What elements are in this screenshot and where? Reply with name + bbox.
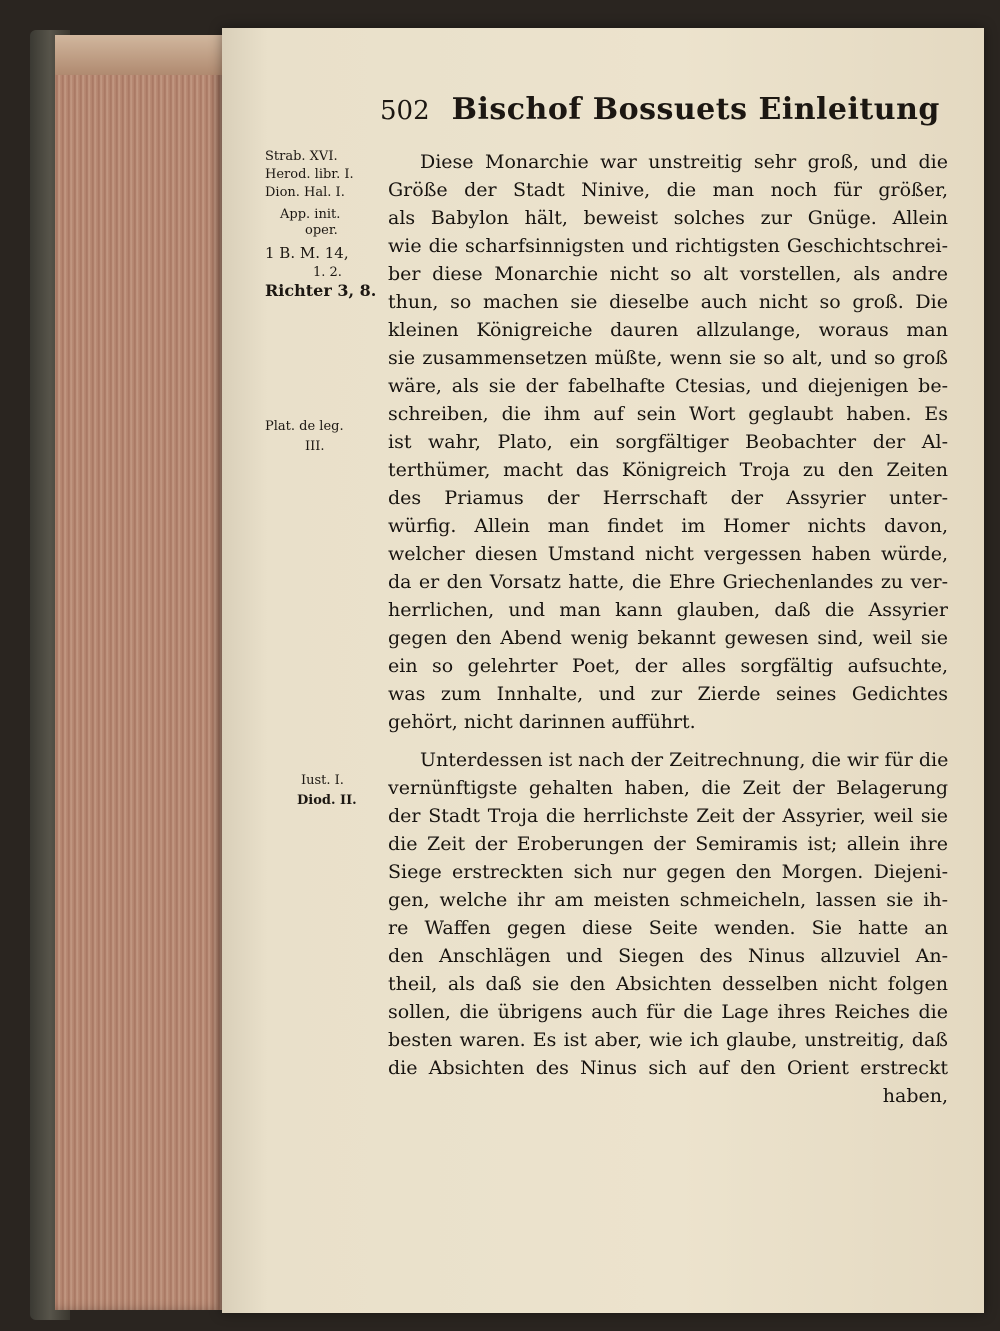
- text-line: als Babylon hält, beweist solches zur Gnüge. Allein: [388, 207, 948, 229]
- text-line: Siege erstreckten sich nur gegen den Morgen. Diejeni-: [388, 861, 948, 883]
- text-line: herrlichen, und man kann glauben, daß die Assyrier: [388, 599, 948, 621]
- margin-note: 1. 2.: [313, 265, 342, 280]
- text-line: da er den Vorsatz hatte, die Ehre Griechenlandes zu ver-: [388, 571, 948, 593]
- text-line: Größe der Stadt Ninive, die man noch für größer,: [388, 179, 948, 201]
- margin-note: Richter 3, 8.: [265, 281, 377, 300]
- text-line: ist wahr, Plato, ein sorgfältiger Beobachter der Al-: [388, 431, 948, 453]
- margin-note: 1 B. M. 14,: [265, 244, 349, 262]
- margin-note: oper.: [305, 223, 338, 238]
- margin-note: Dion. Hal. I.: [265, 185, 345, 200]
- text-line: Diese Monarchie war unstreitig sehr groß, und die: [420, 151, 948, 173]
- text-line: wie die scharfsinnigsten und richtigsten Geschichtschrei-: [388, 235, 948, 257]
- catchword: haben,: [882, 1085, 948, 1107]
- text-line: schreiben, die ihm auf sein Wort geglaubt haben. Es: [388, 403, 948, 425]
- text-line: des Priamus der Herrschaft der Assyrier unter-: [388, 487, 948, 509]
- margin-note: App. init.: [280, 207, 341, 222]
- text-line: gehört, nicht darinnen aufführt.: [388, 711, 696, 733]
- margin-note: Strab. XVI.: [265, 149, 338, 164]
- text-line: gen, welche ihr am meisten schmeicheln, lassen sie ih-: [388, 889, 948, 911]
- text-line: die Absichten des Ninus sich auf den Orient erstreckt: [388, 1057, 948, 1079]
- text-line: gegen den Abend wenig bekannt gewesen sind, weil sie: [388, 627, 948, 649]
- text-line: sie zusammensetzen müßte, wenn sie so alt, und so groß: [388, 347, 948, 369]
- text-line: sollen, die übrigens auch für die Lage ihres Reiches die: [388, 1001, 948, 1023]
- text-line: besten waren. Es ist aber, wie ich glaube, unstreitig, daß: [388, 1029, 948, 1051]
- text-line: würfig. Allein man findet im Homer nichts davon,: [388, 515, 948, 537]
- text-line: wäre, als sie der fabelhafte Ctesias, und diejenigen be-: [388, 375, 948, 397]
- page-number: 502: [380, 96, 430, 126]
- margin-note: III.: [305, 439, 325, 454]
- margin-note: Plat. de leg.: [265, 419, 344, 434]
- text-line: die Zeit der Eroberungen der Semiramis ist; allein ihre: [388, 833, 948, 855]
- text-line: den Anschlägen und Siegen des Ninus allzuviel An-: [388, 945, 948, 967]
- margin-note: Herod. libr. I.: [265, 167, 354, 182]
- text-line: welcher diesen Umstand nicht vergessen haben würde,: [388, 543, 948, 565]
- running-title: Bischof Bossuets Einleitung: [451, 92, 940, 127]
- text-line: kleinen Königreiche dauren allzulange, woraus man: [388, 319, 948, 341]
- page-edges: [55, 35, 225, 1310]
- text-line: vernünftigste gehalten haben, die Zeit der Belagerung: [388, 777, 948, 799]
- text-line: terthümer, macht das Königreich Troja zu den Zeiten: [388, 459, 948, 481]
- margin-note: Iust. I.: [301, 773, 344, 788]
- text-line: ber diese Monarchie nicht so alt vorstellen, als andre: [388, 263, 948, 285]
- text-line: thun, so machen sie dieselbe auch nicht so groß. Die: [388, 291, 948, 313]
- running-header: [380, 92, 940, 136]
- text-line: der Stadt Troja die herrlichste Zeit der Assyrier, weil sie: [388, 805, 948, 827]
- text-line: re Waffen gegen diese Seite wenden. Sie hatte an: [388, 917, 948, 939]
- text-line: Unterdessen ist nach der Zeitrechnung, die wir für die: [420, 749, 948, 771]
- margin-note: Diod. II.: [297, 793, 357, 808]
- text-line: was zum Innhalte, und zur Zierde seines Gedichtes: [388, 683, 948, 705]
- text-line: theil, als daß sie den Absichten desselben nicht folgen: [388, 973, 948, 995]
- text-line: ein so gelehrter Poet, der alles sorgfältig aufsuchte,: [388, 655, 948, 677]
